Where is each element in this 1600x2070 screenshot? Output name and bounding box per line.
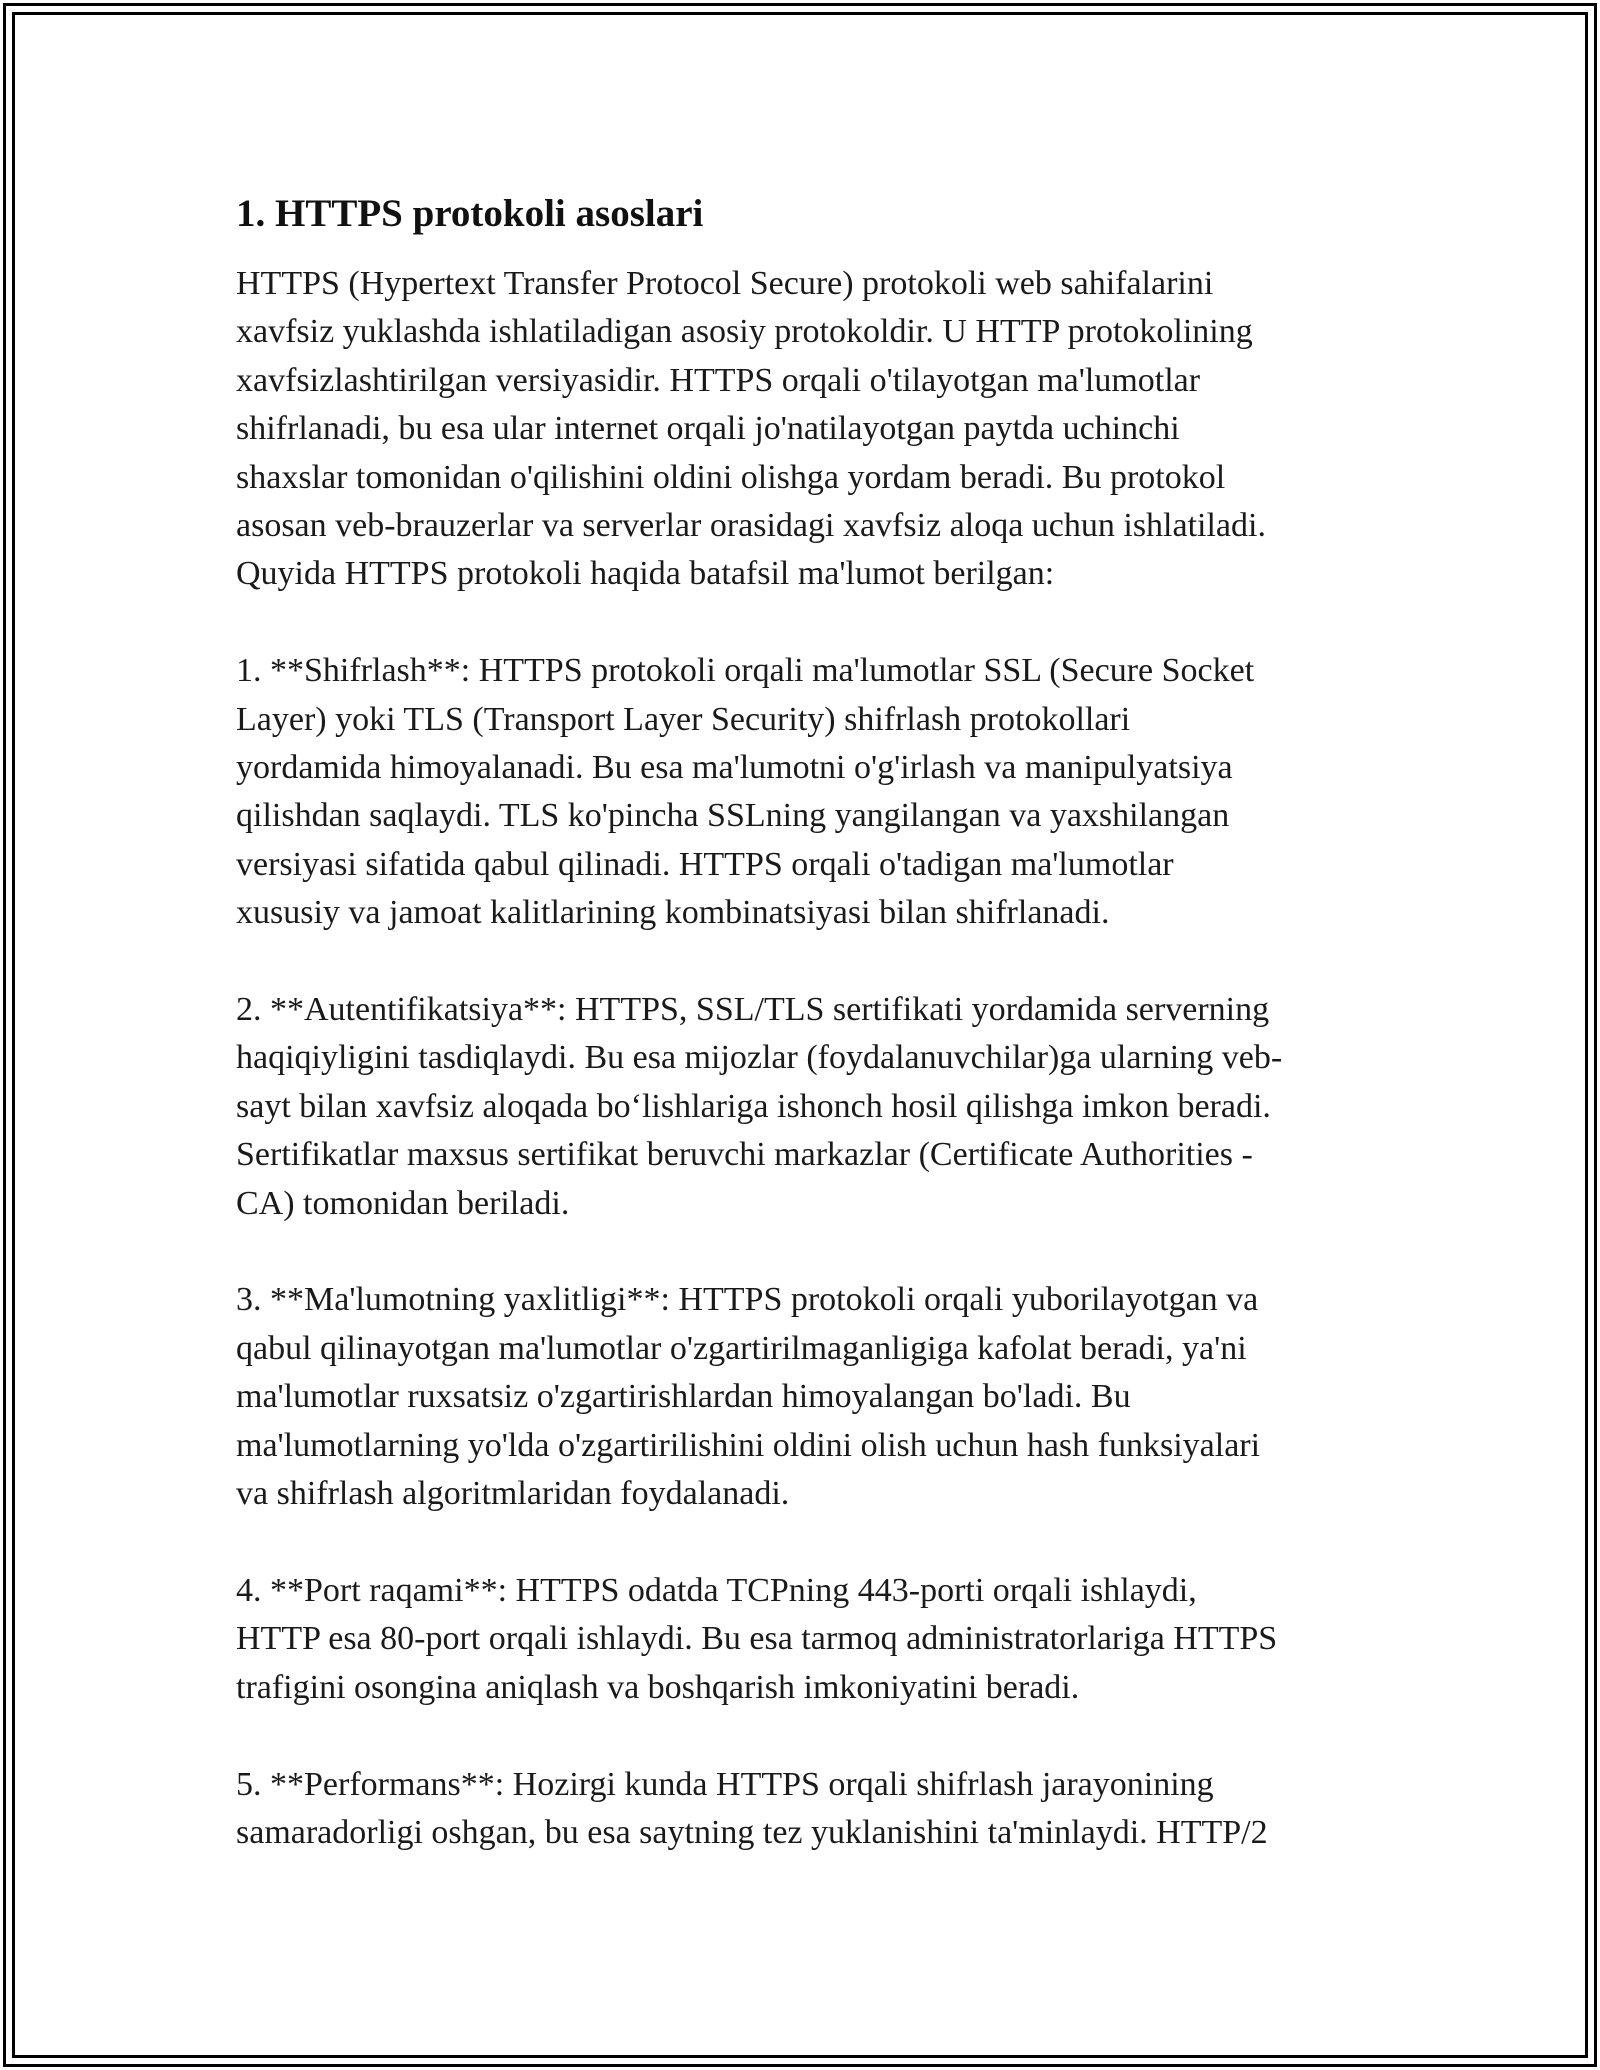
text-line: 1. **Shifrlash**: HTTPS protokoli orqali ma'lumotlar SSL (Secure Socket [236,652,1255,690]
paragraph-item-5 [236,1761,1376,1858]
paragraph-item-3 [236,1276,1376,1518]
text-line: trafigini osongina aniqlash va boshqarish imkoniyatini beradi. [236,1668,1080,1706]
text-line: ma'lumotlar ruxsatsiz o'zgartirishlardan himoyalangan bo'ladi. Bu [236,1378,1131,1416]
text-line: asosan veb-brauzerlar va serverlar orasidagi xavfsiz aloqa uchun ishlatiladi. [236,507,1266,545]
text-line: shifrlanadi, bu esa ular internet orqali jo'natilayotgan paytda uchinchi [236,410,1180,448]
paragraph-item-4 [236,1567,1376,1712]
text-line: samaradorligi oshgan, bu esa saytning tez yuklanishini ta'minlaydi. HTTP/2 [236,1813,1268,1851]
text-line: versiyasi sifatida qabul qilinadi. HTTPS orqali o'tadigan ma'lumotlar [236,845,1174,883]
text-line: yordamida himoyalanadi. Bu esa ma'lumotni o'g'irlash va manipulyatsiya [236,749,1233,787]
paragraph-spacer [236,1228,1376,1276]
text-line: shaxslar tomonidan o'qilishini oldini olishga yordam beradi. Bu protokol [236,458,1226,496]
text-line: xususiy va jamoat kalitlarining kombinatsiyasi bilan shifrlanadi. [236,894,1110,932]
document-body [236,188,1376,1857]
paragraph-spacer [236,1519,1376,1567]
text-line: Layer) yoki TLS (Transport Layer Security) shifrlash protokollari [236,700,1131,738]
text-line: xavfsizlashtirilgan versiyasidir. HTTPS orqali o'tilayotgan ma'lumotlar [236,361,1201,399]
text-line: Quyida HTTPS protokoli haqida batafsil ma'lumot berilgan: [236,555,1055,593]
text-line: xavfsiz yuklashda ishlatiladigan asosiy protokoldir. U HTTP protokolining [236,313,1253,351]
text-line: haqiqiyligini tasdiqlaydi. Bu esa mijozlar (foydalanuvchilar)ga ularning veb- [236,1039,1283,1077]
text-line: qabul qilinayotgan ma'lumotlar o'zgartirilmaganligiga kafolat beradi, ya'ni [236,1329,1247,1367]
text-line: va shifrlash algoritmlaridan foydalanadi. [236,1475,790,1513]
paragraph-item-1 [236,647,1376,937]
paragraph-spacer [236,938,1376,986]
text-line: CA) tomonidan beriladi. [236,1184,570,1222]
paragraph-spacer [236,1712,1376,1760]
text-line: HTTPS (Hypertext Transfer Protocol Secure) protokoli web sahifalarini [236,265,1214,302]
text-line: sayt bilan xavfsiz aloqada bo‘lishlariga ishonch hosil qilishga imkon beradi. [236,1087,1271,1125]
text-line: qilishdan saqlaydi. TLS ko'pincha SSLning yangilangan va yaxshilangan [236,797,1230,835]
paragraph-item-2 [236,986,1376,1228]
text-line: 5. **Performans**: Hozirgi kunda HTTPS orqali shifrlash jarayonining [236,1765,1214,1803]
paragraph-spacer [236,599,1376,647]
text-line: HTTP esa 80-port orqali ishlaydi. Bu esa tarmoq administratorlariga HTTPS [236,1620,1278,1658]
text-line: 4. **Port raqami**: HTTPS odatda TCPning 443-porti orqali ishlaydi, [236,1571,1197,1609]
text-line: ma'lumotlarning yo'lda o'zgartirilishini oldini olish uchun hash funksiyalari [236,1426,1261,1464]
text-line: Sertifikatlar maxsus sertifikat beruvchi markazlar (Certificate Authorities - [236,1136,1253,1174]
section-heading: 1. HTTPS protokoli asoslari [236,192,704,235]
text-line: 2. **Autentifikatsiya**: HTTPS, SSL/TLS sertifikati yordamida serverning [236,991,1270,1029]
text-line: 3. **Ma'lumotning yaxlitligi**: HTTPS protokoli orqali yuborilayotgan va [236,1281,1259,1319]
paragraph-intro [236,260,1376,599]
